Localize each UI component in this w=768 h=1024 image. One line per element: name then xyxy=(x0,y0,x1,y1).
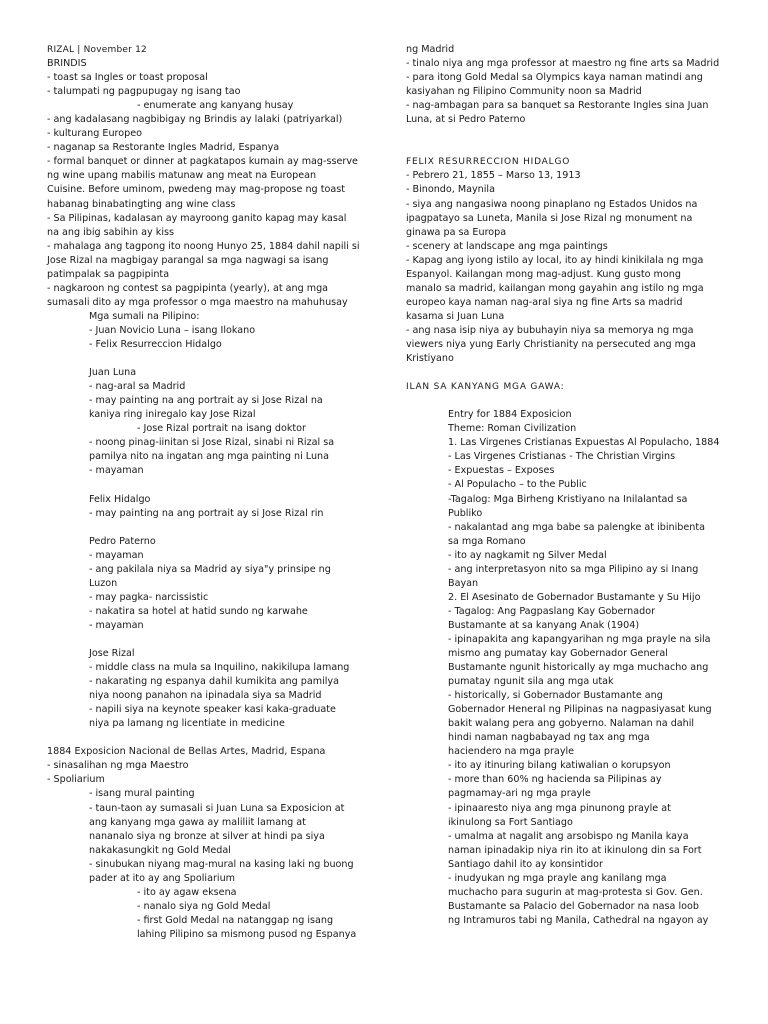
text-line: na ang ibig sabihin ay kiss xyxy=(47,226,175,238)
text-line: 1. Las Virgenes Cristianas Expuestas Al Populacho, 1884 xyxy=(448,437,720,449)
blank-line xyxy=(406,394,724,408)
text-line: ng Intramuros tabi ng Manila, Cathedral na ngayon ay xyxy=(448,914,709,926)
text-line: 2. El Asesinato de Gobernador Bustamante y Su Hijo xyxy=(448,591,701,603)
text-line: - inudyukan ng mga prayle ang kanilang mga xyxy=(448,872,667,884)
text-line: Pedro Paterno xyxy=(89,535,156,547)
text-line: - ipinaaresto niya ang mga pinunong prayle at xyxy=(448,802,671,814)
text-line: - nag-aral sa Madrid xyxy=(89,381,186,393)
text-line: hindi naman nagbabayad ng tax ang mga xyxy=(448,732,650,744)
text-line: pamilya nito na ingatan ang mga painting ni Luna xyxy=(89,451,330,463)
blank-line xyxy=(47,521,367,535)
text-line: ipagpatayo sa Luneta, Manila si Jose Rizal ng monument na xyxy=(406,212,693,224)
text-line: - sinubukan niyang mag-mural na kasing laki ng buong xyxy=(89,858,354,870)
text-line: - umalma at nagalit ang arsobispo ng Manila kaya xyxy=(448,830,689,842)
text-line: - nag-ambagan para sa banquet sa Restorante Ingles sina Juan xyxy=(406,100,709,112)
text-line: - ang interpretasyon nito sa mga Pilipino ay si Inang xyxy=(448,563,699,575)
text-line: - nakalantad ang mga babe sa palengke at ibinibenta xyxy=(448,521,705,533)
text-line: - talumpati ng pagpupugay ng isang tao xyxy=(47,86,241,98)
blank-line xyxy=(47,633,367,647)
text-line: - may painting na ang portrait ay si Jose Rizal rin xyxy=(89,507,324,519)
text-line: - may pagka- narcissistic xyxy=(89,591,209,603)
text-line: - ito ay nagkamit ng Silver Medal xyxy=(448,549,607,561)
text-line: kasama si Juan Luna xyxy=(406,310,505,322)
text-line: ang kanyang mga gawa ay maliliit lamang at xyxy=(89,816,306,828)
text-line: FELIX RESURRECCION HIDALGO xyxy=(406,157,571,168)
text-line: - isang mural painting xyxy=(89,788,195,800)
text-line: Bustamante sa Palacio del Gobernador na nasa loob xyxy=(448,900,699,912)
text-line: Felix Hidalgo xyxy=(89,493,151,505)
text-line: mismo ang pumatay kay Gobernador General xyxy=(448,648,668,660)
text-line: - mayaman xyxy=(89,549,144,561)
text-line: - ang pakilala niya sa Madrid ay siya"y prinsipe ng xyxy=(89,563,331,575)
text-line: Theme: Roman Civilization xyxy=(448,423,577,435)
text-line: Gobernador Heneral ng Pilipinas na nagpasiyasat kung xyxy=(448,704,712,716)
text-line: - middle class na mula sa Inquilino, nakikilupa lamang xyxy=(89,662,350,674)
text-line: bakit walang pera ang gobyerno. Nalaman na dahil xyxy=(448,718,695,730)
text-line: Publiko xyxy=(448,507,483,519)
text-line: Kristiyano xyxy=(406,353,454,365)
text-line: Juan Luna xyxy=(89,367,137,379)
text-line: - napili siya na keynote speaker kasi kaka-graduate xyxy=(89,704,336,716)
text-line: manalo sa madrid, kailangan mong gayahin ang istilo ng mga xyxy=(406,282,704,294)
text-line: 1884 Exposicion Nacional de Bellas Artes, Madrid, Espana xyxy=(47,746,326,758)
text-line: nananalo siya ng bronze at silver at hindi pa siya xyxy=(89,830,325,842)
text-line: - taun-taon ay sumasali si Juan Luna sa Exposicion at xyxy=(89,802,345,814)
text-line: nakakasungkit ng Gold Medal xyxy=(89,844,231,856)
text-line: - enumerate ang kanyang husay xyxy=(137,100,294,112)
text-line: - siya ang nangasiwa noong pinaplano ng Estados Unidos na xyxy=(406,198,698,210)
text-line: - Sa Pilipinas, kadalasan ay mayroong ganito kapag may kasal xyxy=(47,212,347,224)
text-line: -Tagalog: Mga Birheng Kristiyano na Inilalantad sa xyxy=(448,493,688,505)
blank-line xyxy=(47,478,367,492)
text-line: ng wine upang mabilis matunaw ang meat na European xyxy=(47,170,317,182)
text-line: muchacho para sugurin at mag-protesta si Gov. Gen. xyxy=(448,886,703,898)
text-line: - nanalo siya ng Gold Medal xyxy=(137,900,271,912)
text-line: patimpalak sa pagpipinta xyxy=(47,268,170,280)
text-line: - para itong Gold Medal sa Olympics kaya naman matindi ang xyxy=(406,72,703,84)
text-line: - mahalaga ang tagpong ito noong Hunyo 25, 1884 dahil napili si xyxy=(47,240,360,252)
text-line: - mayaman xyxy=(89,465,144,477)
text-line: Luna, at si Pedro Paterno xyxy=(406,114,526,126)
text-line: - scenery at landscape ang mga paintings xyxy=(406,240,608,252)
text-line: - may painting na ang portrait ay si Jose Rizal na xyxy=(89,395,323,407)
text-line: - Tagalog: Ang Pagpaslang Kay Gobernador xyxy=(448,605,656,617)
text-line: Mga sumali na Pilipino: xyxy=(89,310,200,322)
text-line: lahing Pilipino sa mismong pusod ng Espanya xyxy=(137,928,357,940)
text-line: - more than 60% ng hacienda sa Pilipinas ay xyxy=(448,774,662,786)
text-line: Bustamante at sa kanyang Anak (1904) xyxy=(448,619,640,631)
text-line: - mayaman xyxy=(89,619,144,631)
text-line: - Jose Rizal portrait na isang doktor xyxy=(137,423,306,435)
text-line: - Kapag ang iyong istilo ay local, ito ay hindi kinikilala ng mga xyxy=(406,254,704,266)
text-line: - Binondo, Maynila xyxy=(406,184,495,196)
text-line: - Felix Resurreccion Hidalgo xyxy=(89,338,222,350)
text-line: Jose Rizal na magbigay parangal sa mga nagwagi sa isang xyxy=(47,254,329,266)
text-line: viewers niya yung Early Christianity na persecuted ang mga xyxy=(406,338,696,350)
text-line: haciendero na mga prayle xyxy=(448,746,575,758)
text-line: - sinasalihan ng mga Maestro xyxy=(47,760,189,772)
text-line: Entry for 1884 Exposicion xyxy=(448,409,572,421)
text-line: - naganap sa Restorante Ingles Madrid, Espanya xyxy=(47,142,280,154)
text-line: - formal banquet or dinner at pagkatapos kumain ay mag-sserve xyxy=(47,156,358,168)
text-line: - Al Populacho – to the Public xyxy=(448,479,587,491)
text-line: - ipinapakita ang kapangyarihan ng mga prayle na sila xyxy=(448,633,711,645)
text-line: sa mga Romano xyxy=(448,535,526,547)
text-line: europeo kaya naman nag-aral siya ng fine Arts sa madrid xyxy=(406,296,683,308)
text-line: - nakatira sa hotel at hatid sundo ng karwahe xyxy=(89,605,308,617)
text-line: - ang nasa isip niya ay bubuhayin niya sa memorya ng mga xyxy=(406,324,694,336)
text-line: - Expuestas – Exposes xyxy=(448,465,555,477)
text-line: Jose Rizal xyxy=(89,648,135,660)
text-line: ikinulong sa Fort Santiago xyxy=(448,816,573,828)
text-line: - ito ay itinuring bilang katiwalian o korupsyon xyxy=(448,760,671,772)
blank-line xyxy=(406,127,724,141)
text-line: Luzon xyxy=(89,577,118,589)
text-line: Bustamante ngunit historically ay mga muchacho ang xyxy=(448,662,709,674)
text-line: - ang kadalasang nagbibigay ng Brindis ay lalaki (patriyarkal) xyxy=(47,114,343,126)
text-line: pagmamay-ari ng mga prayle xyxy=(448,788,591,800)
text-line: - nakarating ng espanya dahil kumikita ang pamilya xyxy=(89,676,339,688)
blank-line xyxy=(406,366,724,380)
text-line: niya pa lamang ng licentiate in medicine xyxy=(89,718,285,730)
text-line: ILAN SA KANYANG MGA GAWA: xyxy=(406,382,565,393)
text-line: - ito ay agaw eksena xyxy=(137,886,237,898)
text-line: - noong pinag-iinitan si Jose Rizal, sinabi ni Rizal sa xyxy=(89,437,335,449)
text-line: pader at ito ay ang Spoliarium xyxy=(89,872,235,884)
text-line: ginawa pa sa Europa xyxy=(406,226,507,238)
text-line: Cuisine. Before uminom, pwedeng may mag-propose ng toast xyxy=(47,184,345,196)
right-column xyxy=(406,43,724,928)
blank-line xyxy=(47,352,367,366)
text-line: kasiyahan ng Filipino Community noon sa Madrid xyxy=(406,86,642,98)
text-line: Bayan xyxy=(448,577,479,589)
text-line: - Juan Novicio Luna – isang Ilokano xyxy=(89,324,256,336)
text-line: - historically, si Gobernador Bustamante ang xyxy=(448,690,663,702)
text-line: - nagkaroon ng contest sa pagpipinta (yearly), at ang mga xyxy=(47,282,329,294)
text-line: naman ipinadakip niya rin ito at ikinulong din sa Fort xyxy=(448,844,702,856)
text-line: kaniya ring iniregalo kay Jose Rizal xyxy=(89,409,256,421)
text-line: BRINDIS xyxy=(47,58,87,70)
text-line: RIZAL | November 12 xyxy=(47,45,147,55)
text-line: - Las Virgenes Cristianas - The Christian Virgins xyxy=(448,451,676,463)
text-line: - toast sa Ingles or toast proposal xyxy=(47,72,208,84)
text-line: pumatay ngunit sila ang mga utak xyxy=(448,676,614,688)
text-line: Santiago dahil ito ay konsintidor xyxy=(448,858,603,870)
text-line: Espanyol. Kailangan mong mag-adjust. Kung gusto mong xyxy=(406,268,681,280)
text-line: - Pebrero 21, 1855 – Marso 13, 1913 xyxy=(406,170,581,182)
text-line: - kulturang Europeo xyxy=(47,128,143,140)
text-line: niya noong panahon na ipinadala siya sa Madrid xyxy=(89,690,322,702)
text-line: habanag binabatingting ang wine class xyxy=(47,198,236,210)
text-line: ng Madrid xyxy=(406,44,455,55)
text-line: sumasali dito ay mga professor o mga maestro na mahuhusay xyxy=(47,296,348,308)
left-column xyxy=(47,43,367,942)
text-line: - Spoliarium xyxy=(47,774,105,786)
blank-line xyxy=(47,731,367,745)
text-line: - tinalo niya ang mga professor at maestro ng fine arts sa Madrid xyxy=(406,58,720,70)
text-line: - first Gold Medal na natanggap ng isang xyxy=(137,914,334,926)
blank-line xyxy=(406,141,724,155)
